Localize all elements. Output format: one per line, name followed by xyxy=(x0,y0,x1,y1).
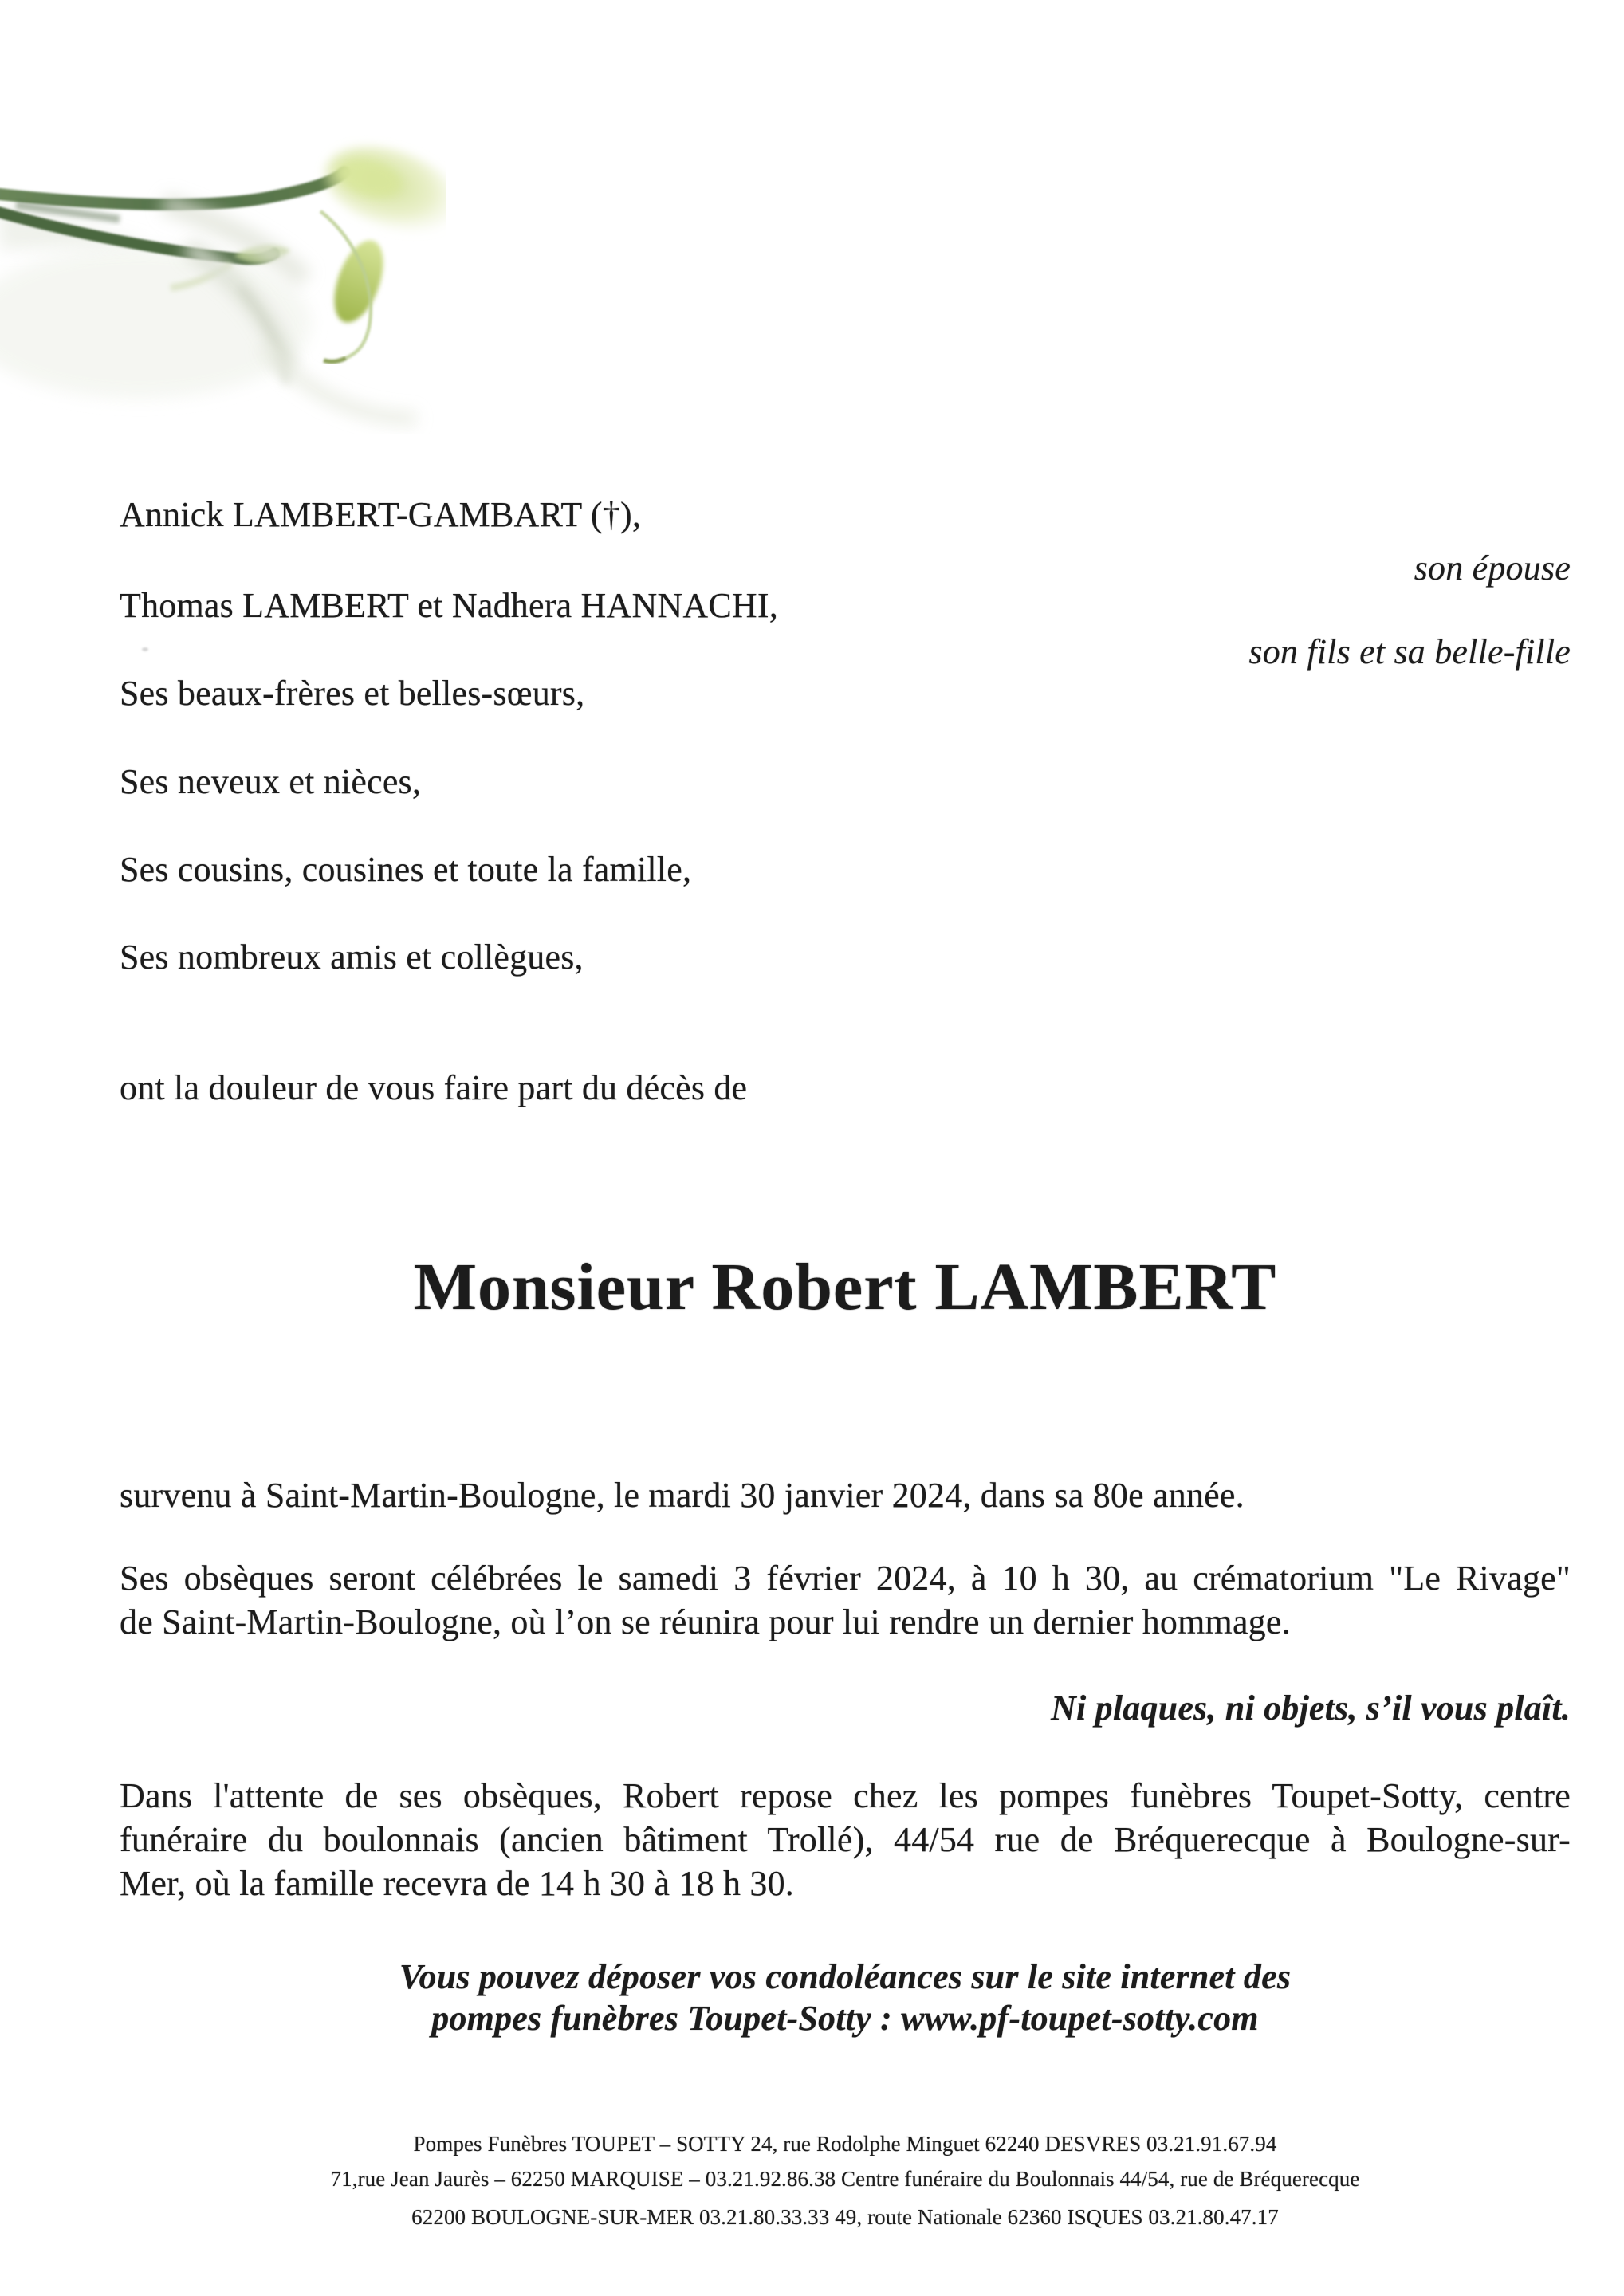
family-line: Ses nombreux amis et collègues, xyxy=(120,938,584,977)
relation-note: son fils et sa belle-fille xyxy=(1248,632,1571,671)
footer-line: 71,rue Jean Jaurès – 62250 MARQUISE – 03.21.92.86.38 Centre funéraire du Boulonnais 44/54, rue de Bréquerecque xyxy=(330,2167,1360,2191)
repose-line: funéraire du boulonnais (ancien bâtiment Trollé), 44/54 rue de Bréquerecque à Boulogne-sur- xyxy=(120,1820,1571,1859)
family-line: Ses beaux-frères et belles-sœurs, xyxy=(120,674,585,713)
footer-line: 62200 BOULOGNE-SUR-MER 03.21.80.33.33 49, route Nationale 62360 ISQUES 03.21.80.47.17 xyxy=(411,2205,1279,2229)
family-line: Ses neveux et nièces, xyxy=(120,762,422,801)
death-info-line: survenu à Saint-Martin-Boulogne, le mardi 30 janvier 2024, dans sa 80e année. xyxy=(120,1476,1245,1515)
calla-lily-photo xyxy=(0,84,446,434)
footer-line: Pompes Funèbres TOUPET – SOTTY 24, rue Rodolphe Minguet 62240 DESVRES 03.21.91.67.94 xyxy=(413,2132,1277,2156)
flower-spadix xyxy=(324,234,393,328)
ceremony-line: de Saint-Martin-Boulogne, où l’on se réunira pour lui rendre un dernier hommage. xyxy=(120,1602,1291,1641)
condolences-line: Vous pouvez déposer vos condoléances sur le site internet des xyxy=(399,1957,1292,1996)
family-line: Thomas LAMBERT et Nadhera HANNACHI, xyxy=(120,586,778,625)
ceremony-line: Ses obsèques seront célébrées le samedi 3 février 2024, à 10 h 30, au crématorium "Le Rivage" xyxy=(120,1559,1571,1598)
intro-line: ont la douleur de vous faire part du décès de xyxy=(120,1068,748,1107)
repose-line: Dans l'attente de ses obsèques, Robert repose chez les pompes funèbres Toupet-Sotty, centre xyxy=(120,1776,1571,1815)
deceased-name: Monsieur Robert LAMBERT xyxy=(413,1250,1277,1324)
request-line: Ni plaques, ni objets, s’il vous plaît. xyxy=(1051,1689,1571,1728)
family-line: Annick LAMBERT-GAMBART (†), xyxy=(120,495,642,534)
scan-speck xyxy=(142,647,148,651)
flower-spathe-tip xyxy=(324,358,346,362)
repose-line: Mer, où la famille recevra de 14 h 30 à 18 h 30. xyxy=(120,1864,794,1903)
condolences-line: pompes funèbres Toupet-Sotty : www.pf-toupet-sotty.com xyxy=(431,1999,1259,2038)
family-line: Ses cousins, cousines et toute la famille, xyxy=(120,850,692,889)
relation-note: son épouse xyxy=(1414,548,1571,588)
